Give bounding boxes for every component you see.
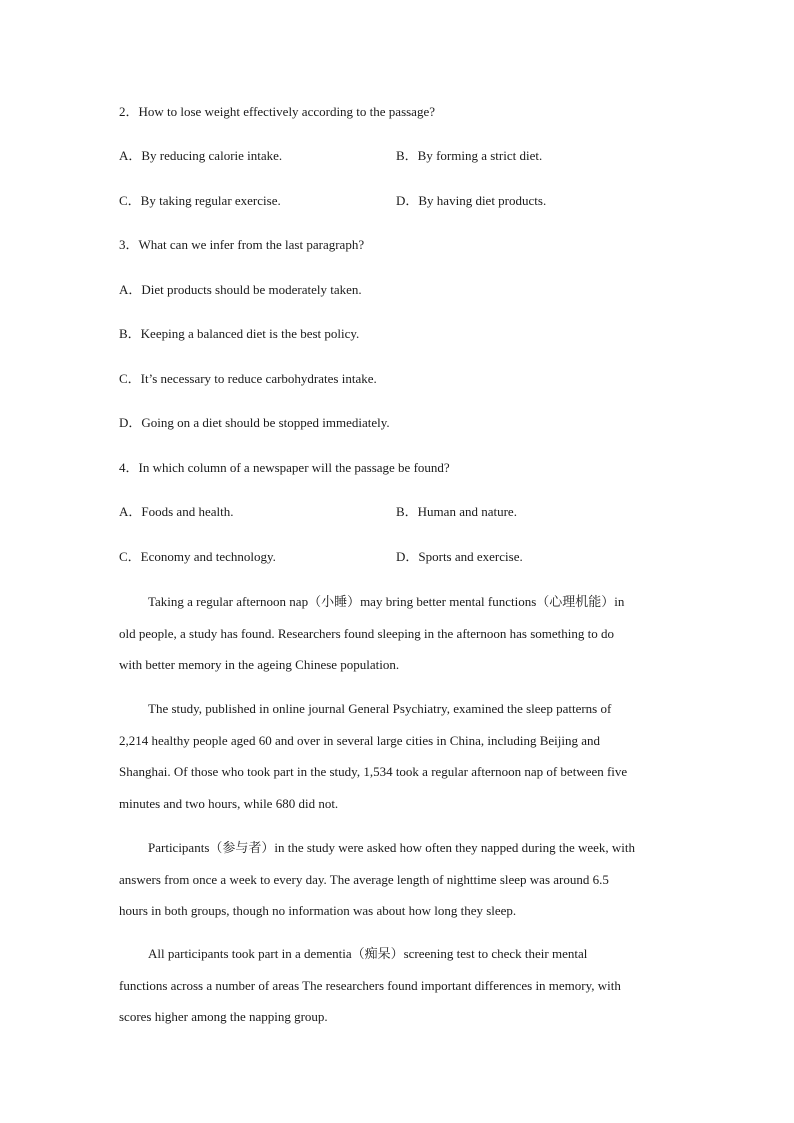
- question-3-stem: 3．What can we infer from the last paragraph?: [119, 237, 365, 252]
- paragraph-line: hours in both groups, though no information was about how long they sleep.: [119, 903, 517, 918]
- paragraph-line: old people, a study has found. Researchers found sleeping in the afternoon has something to do: [119, 625, 614, 641]
- passage-paragraph-1: [119, 586, 675, 681]
- paragraph-line: minutes and two hours, while 680 did not.: [119, 795, 339, 811]
- question-4-option-c: C．Economy and technology.: [119, 549, 276, 564]
- question-2-option-c: C．By taking regular exercise.: [119, 193, 281, 208]
- question-2-option-b: B．By forming a strict diet.: [396, 148, 543, 163]
- question-3-option-a: A．Diet products should be moderately taken.: [119, 282, 362, 297]
- paragraph-line: All participants took part in a dementia（痴呆）screening test to check their mental: [148, 946, 588, 961]
- question-3-option-c: C．It’s necessary to reduce carbohydrates intake.: [119, 371, 377, 386]
- question-3-option-d: D．Going on a diet should be stopped immediately.: [119, 415, 390, 430]
- paragraph-line: answers from once a week to every day. The average length of nighttime sleep was around 6.5: [119, 871, 609, 887]
- question-4-option-d: D．Sports and exercise.: [396, 549, 523, 564]
- question-4-stem: 4．In which column of a newspaper will the passage be found?: [119, 460, 450, 475]
- question-2-option-a: A．By reducing calorie intake.: [119, 148, 283, 163]
- question-4-option-b: B．Human and nature.: [396, 504, 517, 519]
- paragraph-line: Shanghai. Of those who took part in the study, 1,534 took a regular afternoon nap of between five: [119, 764, 628, 779]
- paragraph-line: Participants（参与者）in the study were asked how often they napped during the week, with: [148, 840, 636, 855]
- question-3-option-b: B．Keeping a balanced diet is the best policy.: [119, 326, 360, 341]
- question-2-stem: 2．How to lose weight effectively according to the passage?: [119, 104, 435, 119]
- paragraph-line: scores higher among the napping group.: [119, 1009, 328, 1024]
- question-2-option-d: D．By having diet products.: [396, 193, 547, 208]
- passage-paragraph-3: [119, 832, 675, 927]
- paragraph-line: with better memory in the ageing Chinese population.: [119, 657, 400, 672]
- paragraph-line: 2,214 healthy people aged 60 and over in several large cities in China, including Beijing and: [119, 732, 600, 748]
- question-4-option-a: A．Foods and health.: [119, 504, 234, 519]
- passage-paragraph-2: [119, 693, 675, 819]
- paragraph-line: functions across a number of areas The researchers found important differences in memory, with: [119, 977, 621, 993]
- paragraph-line: Taking a regular afternoon nap（小睡）may bring better mental functions（心理机能）in: [148, 594, 625, 609]
- passage-paragraph-4: [119, 938, 675, 1033]
- paragraph-line: The study, published in online journal General Psychiatry, examined the sleep patterns of: [148, 701, 612, 716]
